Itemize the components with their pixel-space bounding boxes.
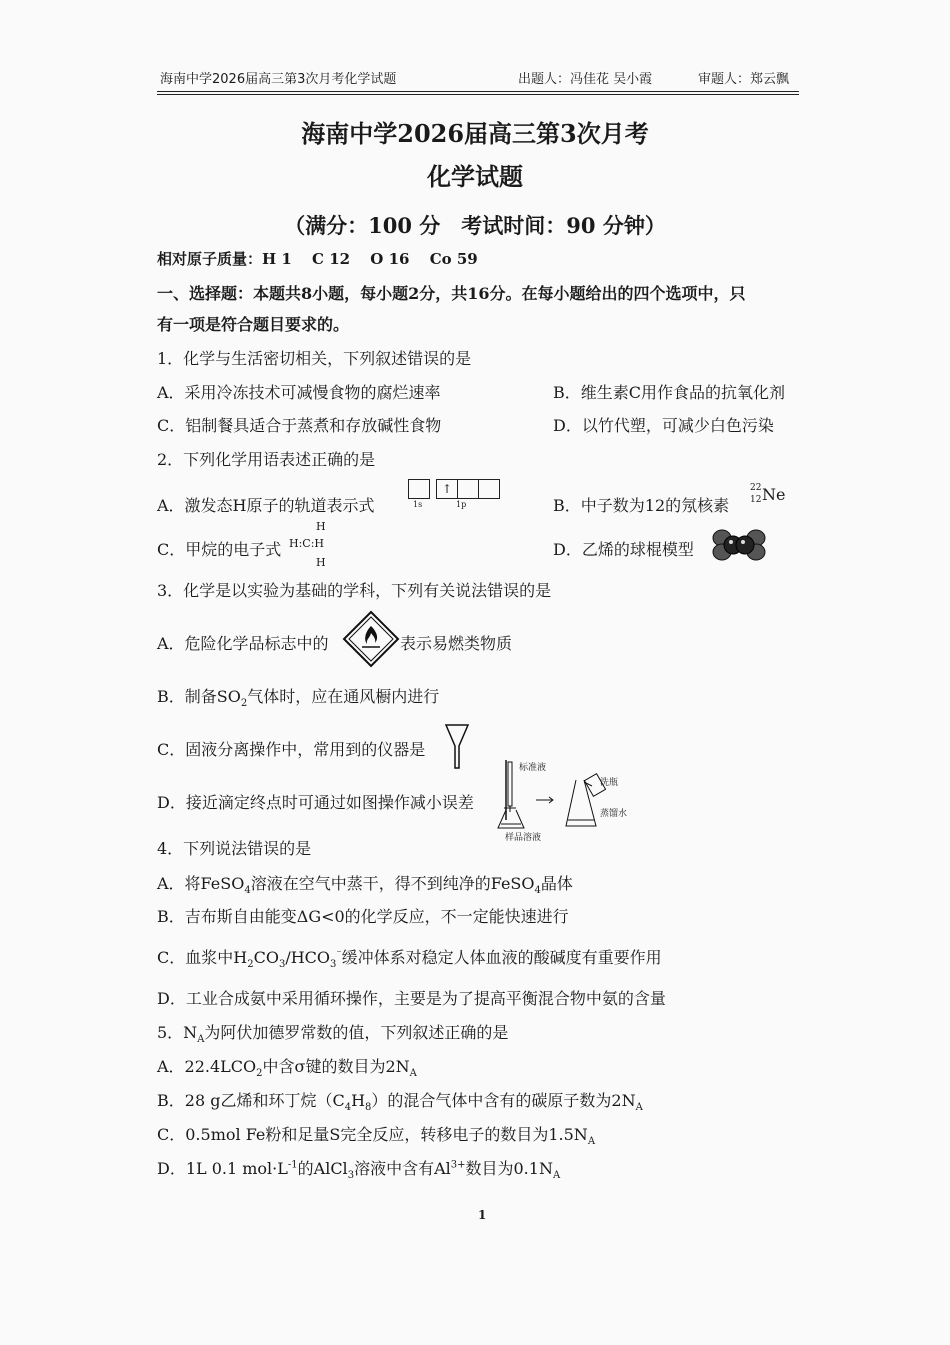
q5-d-1: D．1L 0.1 mol·L xyxy=(157,1159,288,1178)
q3-option-a-suffix: 表示易燃类物质 xyxy=(400,634,513,653)
q4-option-c xyxy=(157,945,662,970)
q5-b-5: ）的混合气体中含有的碳原子数为2N xyxy=(371,1091,636,1110)
q4-c-3: CO xyxy=(253,948,279,967)
q5-option-b xyxy=(157,1088,643,1113)
q3-option-c: C．固液分离操作中，常用到的仪器是 xyxy=(157,740,426,759)
q5-s-1: 5．N xyxy=(157,1023,198,1042)
orbital-label-1s: 1s xyxy=(413,500,423,509)
q3-b-part1: B．制备SO xyxy=(157,687,241,706)
q5-b-3: H xyxy=(351,1091,366,1110)
label-wash-bottle: 洗瓶 xyxy=(600,778,619,788)
methane-h-top: H xyxy=(316,520,326,533)
q5-d-6: 3+ xyxy=(450,1159,466,1171)
q4-c-7: ⁻ xyxy=(336,948,342,960)
orbital-box-1p-3 xyxy=(479,479,500,499)
q2-option-c: C．甲烷的电子式 xyxy=(157,540,282,559)
q1-option-c: C．铝制餐具适合于蒸煮和存放碱性食物 xyxy=(157,416,442,435)
q1-option-d: D．以竹代塑，可减少白色污染 xyxy=(553,416,774,435)
atomic-masses: 相对原子质量：H 1 C 12 O 16 Co 59 xyxy=(157,250,478,268)
methane-electron-formula xyxy=(289,520,349,570)
q5-d-3: 的AlCl xyxy=(297,1159,348,1178)
q4-c-8: 缓冲体系对稳定人体血液的酸碱度有重要作用 xyxy=(341,948,662,967)
q5-a-3: 中含σ键的数目为2N xyxy=(262,1057,410,1076)
q4-c-2: 2 xyxy=(247,959,254,971)
orbital-box-1s xyxy=(408,479,430,499)
section-heading-cont: 有一项是符合题目要求的。 xyxy=(157,315,350,334)
q5-option-d xyxy=(157,1156,560,1181)
q3-option-b xyxy=(157,684,439,709)
q5-option-a xyxy=(157,1054,417,1079)
q5-option-c xyxy=(157,1122,595,1147)
q3-b-part3: 气体时，应在通风橱内进行 xyxy=(247,687,440,706)
q4-stem: 4．下列说法错误的是 xyxy=(157,839,312,858)
flammable-hazard-icon xyxy=(342,610,400,668)
orbital-diagram xyxy=(408,478,498,514)
q5-s-3: 为阿伏加德罗常数的值，下列叙述正确的是 xyxy=(204,1023,509,1042)
q4-option-b: B．吉布斯自由能变ΔG<0的化学反应，不一定能快速进行 xyxy=(157,907,569,926)
q5-d-7: 数目为0.1N xyxy=(465,1159,553,1178)
orbital-box-1p-1: ↑ xyxy=(436,479,458,499)
q5-c-1: C．0.5mol Fe粉和足量S完全反应，转移电子的数目为1.5N xyxy=(157,1125,588,1144)
q4-a-1: A．将FeSO xyxy=(157,874,245,893)
nuclide-symbol: Ne xyxy=(762,485,786,504)
q4-c-5: /HCO xyxy=(285,948,331,967)
orbital-label-1p: 1p xyxy=(456,500,467,509)
funnel-icon xyxy=(444,722,470,772)
q4-a-2: 4 xyxy=(244,885,251,897)
q1-option-a: A．采用冷冻技术可减慢食物的腐烂速率 xyxy=(157,383,441,402)
page-number: 1 xyxy=(478,1208,487,1222)
q2-option-d: D．乙烯的球棍模型 xyxy=(553,540,694,559)
ethylene-ball-stick-model xyxy=(710,528,768,562)
methane-middle: H:C:H xyxy=(289,537,325,550)
q2-option-b: B．中子数为12的氖核素 xyxy=(553,496,730,515)
header-rule xyxy=(157,91,799,92)
q5-d-2: -1 xyxy=(287,1159,298,1171)
q4-a-4: 4 xyxy=(534,885,541,897)
q5-b-4: 8 xyxy=(365,1102,372,1114)
q5-a-1: A．22.4LCO xyxy=(157,1057,257,1076)
q4-c-1: C．血浆中H xyxy=(157,948,248,967)
header-author: 出题人：冯佳花 吴小霞 xyxy=(518,72,653,87)
q3-option-a: A．危险化学品标志中的 xyxy=(157,634,329,653)
q5-b-6: A xyxy=(635,1102,643,1114)
q5-d-8: A xyxy=(552,1170,561,1182)
q4-option-a xyxy=(157,871,573,896)
label-distilled-water: 蒸馏水 xyxy=(600,809,628,819)
exam-title: 海南中学2026届高三第3次月考 xyxy=(301,119,649,148)
q5-s-2: A xyxy=(197,1034,205,1046)
q5-a-2: 2 xyxy=(256,1068,263,1080)
label-standard-solution: 标准液 xyxy=(519,763,547,773)
header-rule-2 xyxy=(157,94,799,95)
q2-option-a: A．激发态H原子的轨道表示式 xyxy=(157,496,375,515)
q4-a-3: 溶液在空气中蒸干，得不到纯净的FeSO xyxy=(250,874,535,893)
q5-d-4: 3 xyxy=(347,1170,355,1182)
q5-c-2: A xyxy=(587,1136,596,1148)
section-heading: 一、选择题：本题共8小题，每小题2分，共16分。在每小题给出的四个选项中，只 xyxy=(157,284,746,303)
q2-stem: 2．下列化学用语表述正确的是 xyxy=(157,450,376,469)
nuclide-z: 12 xyxy=(750,495,762,505)
q5-d-5: 溶液中含有Al xyxy=(354,1159,451,1178)
q4-option-d: D．工业合成氨中采用循环操作，主要是为了提高平衡混合物中氨的含量 xyxy=(157,989,666,1008)
q3-option-d: D．接近滴定终点时可通过如图操作减小误差 xyxy=(157,793,474,812)
q3-b-sub: 2 xyxy=(240,698,248,710)
q5-b-2: 4 xyxy=(344,1102,352,1114)
q1-stem: 1．化学与生活密切相关，下列叙述错误的是 xyxy=(157,349,472,368)
nuclide-mass: 22 xyxy=(750,483,762,493)
q5-b-1: B．28 g乙烯和环丁烷（C xyxy=(157,1091,345,1110)
subject-title: 化学试题 xyxy=(427,162,523,191)
q1-option-b: B．维生素C用作食品的抗氧化剂 xyxy=(553,383,786,402)
q4-c-6: 3 xyxy=(330,959,337,971)
q3-stem: 3．化学是以实验为基础的学科，下列有关说法错误的是 xyxy=(157,581,552,600)
label-sample-solution: 样品溶液 xyxy=(505,833,542,843)
orbital-box-1p-2 xyxy=(458,479,479,499)
q4-c-4: 3 xyxy=(278,959,286,971)
q4-a-5: 晶体 xyxy=(540,874,573,893)
exam-info: （满分：100 分 考试时间：90 分钟） xyxy=(284,213,666,238)
q5-stem xyxy=(157,1020,508,1045)
header-reviewer: 审题人：郑云飘 xyxy=(698,72,790,87)
q5-a-4: A xyxy=(409,1068,417,1080)
methane-h-bottom: H xyxy=(316,556,326,569)
header-left: 海南中学2026届高三第3次月考化学试题 xyxy=(160,72,397,87)
